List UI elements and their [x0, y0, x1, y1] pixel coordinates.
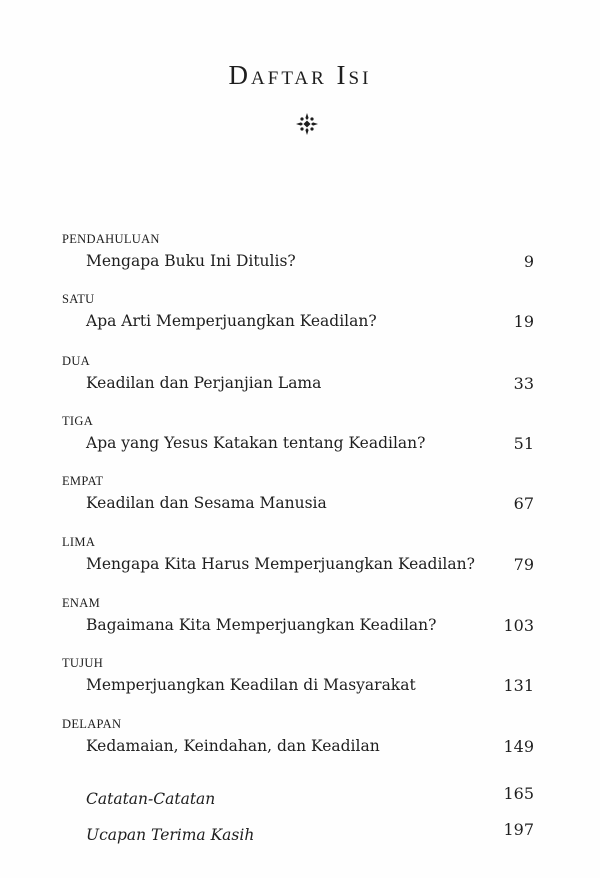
chapter-label: SATU: [62, 292, 95, 306]
chapter-title: Mengapa Buku Ini Ditulis?: [86, 252, 296, 270]
page-number: 103: [503, 616, 534, 635]
page-number: 67: [513, 494, 534, 513]
chapter-title: Kedamaian, Keindahan, dan Keadilan: [86, 737, 380, 755]
page-number: 131: [503, 676, 534, 695]
page-number: 33: [513, 374, 534, 393]
chapter-title: Keadilan dan Sesama Manusia: [86, 494, 327, 512]
chapter-title: Apa yang Yesus Katakan tentang Keadilan?: [86, 434, 426, 452]
page-number: 149: [503, 737, 534, 756]
section-title: Catatan-Catatan: [86, 790, 216, 808]
page-number: 79: [513, 555, 534, 574]
chapter-label: EMPAT: [62, 474, 104, 488]
chapter-title: Keadilan dan Perjanjian Lama: [86, 374, 322, 392]
page-number: 197: [503, 820, 534, 839]
page-number: 9: [523, 252, 534, 271]
page-number: 165: [503, 784, 534, 803]
chapter-title: Apa Arti Memperjuangkan Keadilan?: [86, 312, 377, 330]
fleuron-ornament-icon: [295, 112, 319, 136]
page-number: 19: [513, 312, 534, 331]
chapter-title: Mengapa Kita Harus Memperjuangkan Keadilan?: [86, 555, 475, 573]
page-number: 51: [513, 434, 534, 453]
chapter-label: PENDAHULUAN: [62, 232, 160, 246]
chapter-label: DUA: [62, 354, 90, 368]
chapter-label: TIGA: [62, 414, 94, 428]
chapter-label: LIMA: [62, 535, 96, 549]
chapter-title: Memperjuangkan Keadilan di Masyarakat: [86, 676, 416, 694]
chapter-title: Bagaimana Kita Memperjuangkan Keadilan?: [86, 616, 437, 634]
chapter-label: DELAPAN: [62, 717, 122, 731]
chapter-label: ENAM: [62, 596, 101, 610]
chapter-label: TUJUH: [62, 656, 104, 670]
page-title: Daftar Isi: [228, 60, 372, 90]
section-title: Ucapan Terima Kasih: [86, 826, 255, 844]
